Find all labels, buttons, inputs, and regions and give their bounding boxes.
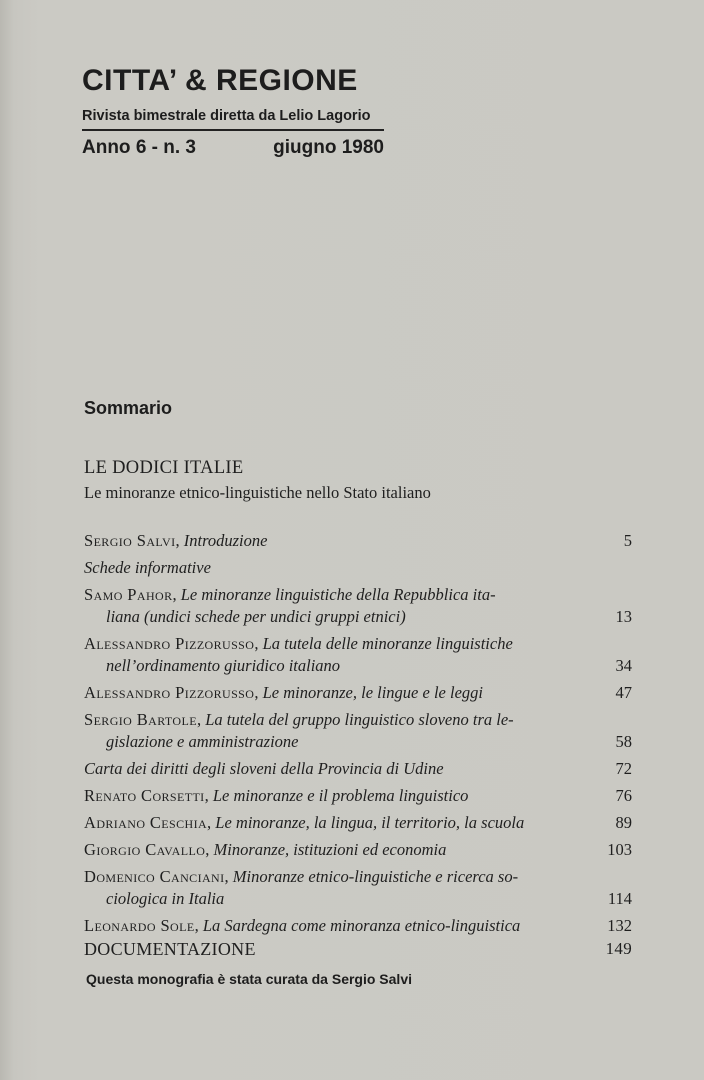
issue-number: Anno 6 - n. 3 xyxy=(82,137,196,158)
toc-page-number: 132 xyxy=(607,916,632,935)
toc-title-continued: gislazione e amministrazione xyxy=(106,732,299,751)
toc-title-continued: liana (undici schede per undici gruppi etnici) xyxy=(106,607,406,626)
toc-title-continued: nell’ordinamento giuridico italiano xyxy=(106,656,341,675)
toc-entry xyxy=(84,557,632,579)
toc-title: Introduzione xyxy=(183,531,268,550)
issue-date: giugno 1980 xyxy=(273,137,384,158)
toc-page-number: 76 xyxy=(615,786,632,805)
toc-author: Domenico Canciani xyxy=(84,867,225,886)
toc-author: Adriano Ceschia xyxy=(84,813,208,832)
toc-page-number: 13 xyxy=(615,607,632,626)
toc-entry xyxy=(84,866,632,910)
toc-title-continued: ciologica in Italia xyxy=(106,889,225,908)
toc-separator: , xyxy=(224,867,233,886)
toc-entry xyxy=(84,530,632,552)
toc-title: Le minoranze linguistiche della Repubblica ita- xyxy=(180,585,496,604)
toc-entry xyxy=(84,758,632,780)
toc-entry xyxy=(84,812,632,834)
toc-separator: , xyxy=(172,585,181,604)
toc-separator: , xyxy=(175,531,184,550)
toc-page-number: 5 xyxy=(623,531,632,550)
toc-title: Le minoranze e il problema linguistico xyxy=(212,786,469,805)
toc-entry xyxy=(84,915,632,937)
toc-title: La tutela del gruppo linguistico sloveno tra le- xyxy=(205,710,514,729)
toc-author: Sergio Salvi xyxy=(84,531,176,550)
toc-title: Le minoranze, le lingue e le leggi xyxy=(262,683,483,702)
toc-title: La tutela delle minoranze linguistiche xyxy=(262,634,513,653)
toc-author: Giorgio Cavallo xyxy=(84,840,206,859)
toc-author: Renato Corsetti xyxy=(84,786,205,805)
toc-title: Carta dei diritti degli sloveni della Provincia di Udine xyxy=(84,759,444,778)
toc-title: Minoranze, istituzioni ed economia xyxy=(213,840,447,859)
documentazione-page: 149 xyxy=(605,939,632,958)
toc-separator: , xyxy=(254,683,263,702)
toc-entry xyxy=(84,785,632,807)
section-title: LE DODICI ITALIE xyxy=(84,458,244,478)
toc-page-number: 72 xyxy=(615,759,632,778)
toc-entry xyxy=(84,839,632,861)
toc-entry xyxy=(84,633,632,677)
toc-separator: , xyxy=(254,634,263,653)
toc-entry xyxy=(84,682,632,704)
toc-author: Alessandro Pizzorusso xyxy=(84,683,255,702)
toc-page-number: 47 xyxy=(615,683,632,702)
editor-credit: Questa monografia è stata curata da Sergio Salvi xyxy=(86,971,412,987)
toc-separator: , xyxy=(194,916,203,935)
toc-title: Le minoranze, la lingua, il territorio, la scuola xyxy=(215,813,525,832)
toc-entry xyxy=(84,584,632,628)
toc-author: Samo Pahor xyxy=(84,585,173,604)
toc-page-number: 34 xyxy=(615,656,632,675)
masthead-issue-line xyxy=(82,137,384,159)
toc-title: Minoranze etnico-linguistiche e ricerca so- xyxy=(232,867,519,886)
table-of-contents xyxy=(84,530,632,942)
toc-page-number: 58 xyxy=(615,732,632,751)
toc-entry xyxy=(84,709,632,753)
masthead-subtitle: Rivista bimestrale diretta da Lelio Lagorio xyxy=(82,108,371,124)
toc-title: Schede informative xyxy=(84,558,211,577)
toc-separator: , xyxy=(204,786,213,805)
masthead-title: CITTA’ & REGIONE xyxy=(82,64,358,97)
toc-title: La Sardegna come minoranza etnico-linguistica xyxy=(202,916,521,935)
masthead-rule xyxy=(82,129,384,131)
toc-separator: , xyxy=(205,840,214,859)
toc-author: Alessandro Pizzorusso xyxy=(84,634,255,653)
sommario-heading: Sommario xyxy=(84,398,173,418)
toc-author: Sergio Bartole xyxy=(84,710,197,729)
toc-page-number: 103 xyxy=(607,840,632,859)
toc-separator: , xyxy=(196,710,206,729)
documentazione-entry xyxy=(84,939,632,960)
toc-separator: , xyxy=(207,813,216,832)
toc-author: Leonardo Sole xyxy=(84,916,195,935)
documentazione-label: DOCUMENTAZIONE xyxy=(84,939,256,959)
toc-page-number: 114 xyxy=(607,889,632,908)
section-subtitle: Le minoranze etnico-linguistiche nello Stato italiano xyxy=(84,483,431,502)
toc-page-number: 89 xyxy=(615,813,632,832)
